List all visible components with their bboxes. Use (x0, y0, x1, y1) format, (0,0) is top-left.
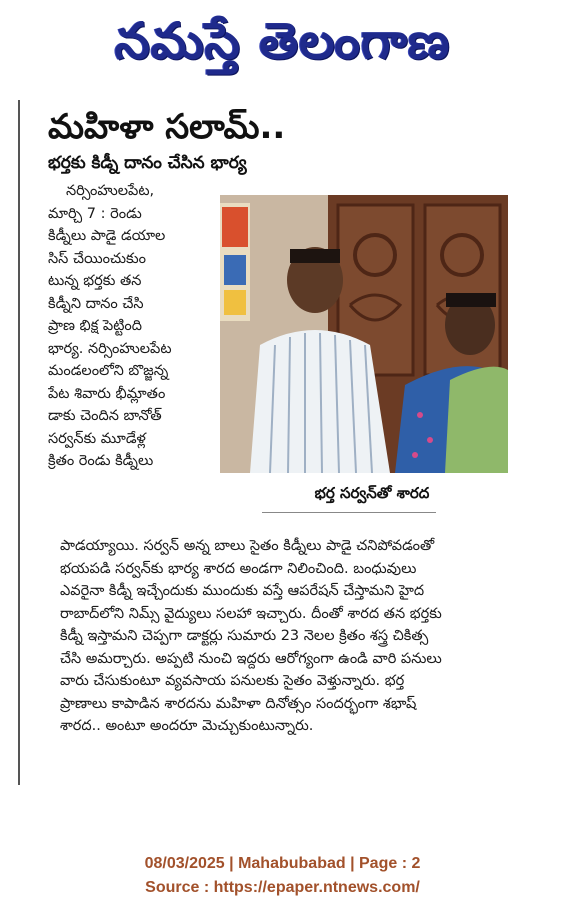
column-rule (18, 100, 20, 785)
footer-source: Source : https://epaper.ntnews.com/ (145, 879, 420, 896)
body-line: భయపడి సర్వన్‌కు భార్య శారద అండగా నిలించింది. బంధువులు (60, 560, 417, 577)
column-line: సర్వన్‌కు మూడేళ్ల (48, 430, 146, 447)
body-line: ఎవరైనా కిడ్నీ ఇచ్చేందుకు ముందుకు వస్తే ఆపరేషన్ చేస్తామని హైద (60, 583, 425, 599)
body-line: వారు చేసుకుంటూ వ్యవసాయ పనులకు సైతం వెళ్తున్నారు. భర్త (60, 673, 405, 689)
body-line: ప్రాణాలు కాపాడిన శారదను మహిళా దినోత్సం సందర్భంగా శభాష్ (60, 695, 417, 712)
couple-photo (220, 195, 508, 473)
body-line: శారద.. అంటూ అందరూ మెచ్చుకుంటున్నారు. (60, 718, 314, 734)
photo-caption: భర్త సర్వన్‌తో శారద (314, 484, 430, 502)
column-line: టున్న భర్తకు తన (48, 273, 142, 289)
column-line: సిస్ చేయించుకుం (48, 250, 146, 267)
column-line: భార్య. నర్సింహులపేట (48, 340, 172, 357)
column-line: కిడ్నీని దానం చేసి (48, 295, 144, 312)
column-line: మార్చి 7 : రెండు (48, 205, 142, 222)
article-headline: మహిళా సలామ్.. (48, 107, 286, 147)
column-line: డాకు చెందిన బానోత్ (48, 408, 162, 424)
column-line: కిడ్నీలు పాడై డయాల (48, 228, 166, 244)
body-line: చేసి అమర్చారు. అప్పటి నుంచి ఇద్దరు ఆరోగ్యంగా ఉండి వారి పనులు (60, 650, 442, 667)
column-line: ప్రాణ భిక్ష పెట్టింది (48, 318, 142, 334)
body-line: రాబాద్‌లోని నిమ్స్ వైద్యులు సలహా ఇచ్చారు. దీంతో శారద తన భర్తకు (60, 605, 442, 622)
article-subheadline: భర్తకు కిడ్నీ దానం చేసిన భార్య (48, 153, 247, 173)
column-line: మండలంలోని బొజ్జన్న (48, 363, 169, 379)
newspaper-masthead: నమస్తే తెలంగాణ (114, 12, 451, 70)
page-footer (0, 852, 565, 900)
column-line: పేట శివారు భీమ్లాతం (48, 385, 166, 402)
body-line: కిడ్నీ ఇస్తామని చెప్పగా డాక్టర్లు సుమారు 23 నెలల క్రితం శస్త్ర చికిత్స (60, 628, 429, 644)
caption-underline (262, 512, 436, 513)
footer-date-page: 08/03/2025 | Mahabubabad | Page : 2 (144, 855, 421, 872)
body-line: పాడయ్యాయి. సర్వన్ అన్న బాలు సైతం కిడ్నీలు పాడై చనిపోవడంతో (60, 538, 435, 554)
article-column-text (48, 180, 216, 473)
article-body-text (60, 535, 508, 738)
column-line: నర్సింహులపేట, (66, 183, 155, 199)
column-line: క్రితం రెండు కిడ్నీలు (48, 453, 154, 469)
